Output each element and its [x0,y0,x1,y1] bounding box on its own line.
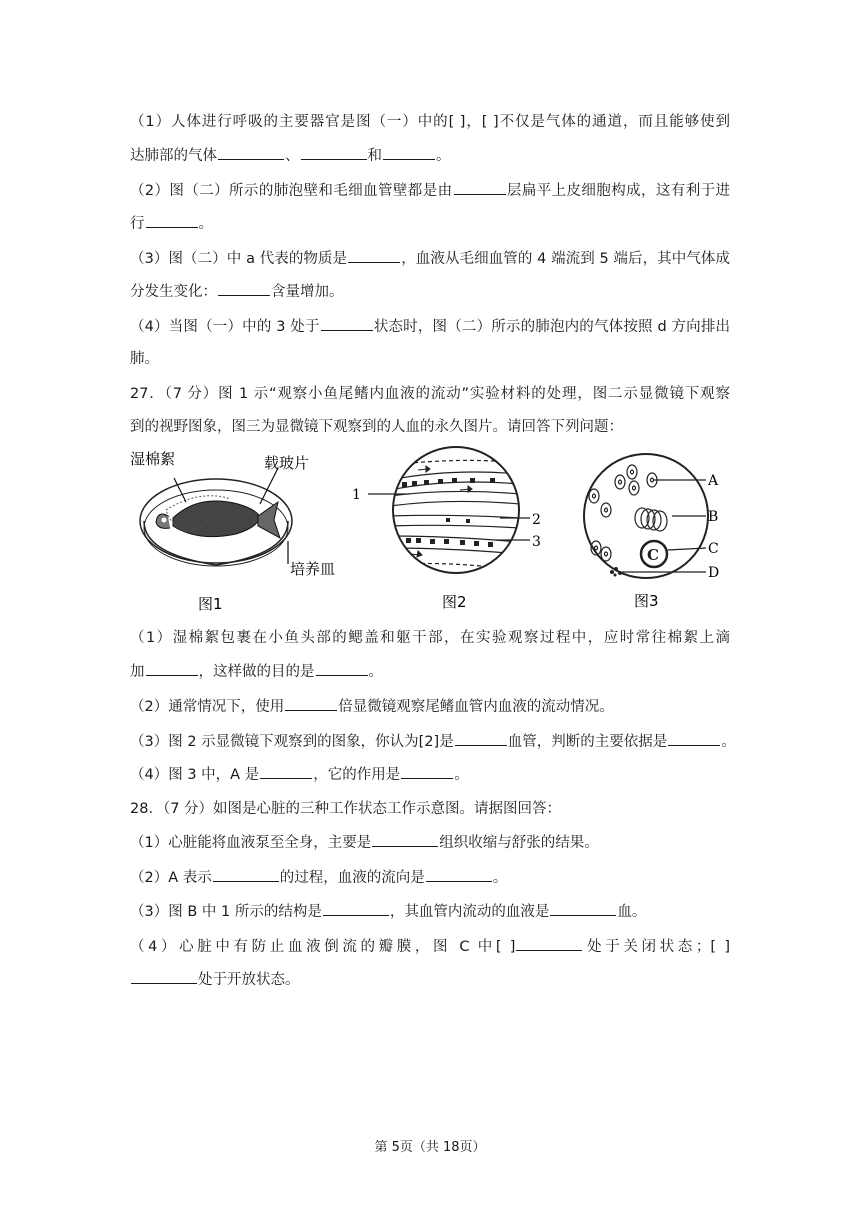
text: 。 [368,664,383,680]
text: 28．（7 分）如图是心脏的三种工作状态工作示意图。请据图回答： [130,801,562,817]
answer-blank[interactable] [146,213,198,228]
q26-part4-line2 [130,349,730,369]
q28-part4-line2 [130,969,730,990]
q28-part4-line1 [130,936,730,957]
text: 倍显微镜观察尾鳍血管内血液的流动情况。 [338,699,614,715]
text: 行 [130,216,145,232]
figure-1-petri-dish [128,446,336,616]
text: 组织收缩与舒张的结果。 [439,835,599,851]
q28-part1 [130,832,730,853]
q26-part4-line1 [130,316,730,337]
figure-3-caption: 图3 [634,592,659,610]
answer-blank[interactable] [426,867,492,882]
answer-blank[interactable] [146,661,198,676]
figure-2-caption: 图2 [442,593,467,611]
text: ，血液从毛细血管的 4 端流到 5 端后，其中气体成 [401,251,730,267]
page-footer: 第 5页（共 18页） [374,1140,486,1155]
text: 肺。 [130,351,159,367]
answer-blank[interactable] [131,969,197,984]
answer-blank[interactable] [213,867,279,882]
text: 、 [285,148,300,164]
text: （3）图（二）中 a 代表的物质是 [130,251,348,267]
answer-blank[interactable] [455,731,507,746]
answer-blank[interactable] [516,936,582,951]
q28-stem [130,799,730,819]
label-wet-cotton: 湿棉絮 [130,450,176,468]
q26-part1-line2 [130,145,730,166]
answer-blank[interactable] [401,764,453,779]
text: （3）图 2 示显微镜下观察到的图象，你认为[2]是 [130,734,454,750]
text: （1）心脏能将血液泵至全身，主要是 [130,835,372,851]
text: （2）通常情况下，使用 [130,699,285,715]
text: 。 [721,734,736,750]
text: （2）图（二）所示的肺泡壁和毛细血管壁都是由 [130,183,453,199]
answer-blank[interactable] [316,661,368,676]
figure-1-caption: 图1 [198,595,223,613]
figure-3-blood-smear [568,444,734,616]
q26-part3-line1 [130,248,730,269]
q27-part3 [130,731,736,752]
q27-part1-line2 [130,661,730,682]
text: 层扁平上皮细胞构成，这有利于进 [506,183,731,199]
q26-part3-line2 [130,281,730,302]
text: 分发生变化： [130,284,217,300]
q26-part1-line1 [130,112,730,132]
q27-part1-line1 [130,628,730,648]
q26-part2-line2 [130,213,730,234]
answer-blank[interactable] [668,731,720,746]
text: 27．（7 分）图 1 示“观察小鱼尾鳍内血液的流动”实验材料的处理，图二示显微镜下观察 [130,386,730,402]
answer-blank[interactable] [454,180,506,195]
label-2: 2 [532,512,541,528]
answer-blank[interactable] [260,764,312,779]
text: （3）图 B 中 1 所示的结构是 [130,904,322,920]
q27-stem-line1 [130,384,730,404]
text: 。 [492,870,508,886]
text: 血。 [617,904,647,920]
label-a: A [708,473,719,489]
text: （4）当图（一）中的 3 处于 [130,319,320,335]
text: 。 [198,216,213,232]
label-petri-dish: 培养皿 [290,560,336,578]
answer-blank[interactable] [323,901,389,916]
text: 到的视野图象，图三为显微镜下观察到的人血的永久图片。请回答下列问题： [130,419,623,435]
q26-part2-line1 [130,180,730,201]
text: 。 [436,148,451,164]
answer-blank[interactable] [372,832,438,847]
label-b: B [708,509,719,525]
label-d: D [708,565,720,581]
label-slide: 载玻片 [264,454,310,472]
wbc-glyph-c: C [647,546,659,564]
text: （2）A 表示 [130,870,212,886]
text: 处于关闭状态；[ ] [583,939,730,955]
text: 和 [367,148,382,164]
text: （4）心脏中有防止血液倒流的瓣膜，图 C 中[ ] [130,939,516,955]
text: 加 [130,664,145,680]
text: ，这样做的目的是 [198,664,315,680]
text: 处于开放状态。 [198,972,300,988]
figure-2-microscope-view [350,444,550,616]
text: ，其血管内流动的血液是 [389,904,550,920]
answer-blank[interactable] [348,248,400,263]
q28-part3 [130,901,730,922]
text: ，它的作用是 [313,767,401,783]
answer-blank[interactable] [218,145,284,160]
text: （4）图 3 中，A 是 [130,767,260,783]
text: 达肺部的气体 [130,148,217,164]
text: 血管，判断的主要依据是 [507,734,668,750]
answer-blank[interactable] [383,145,435,160]
label-3: 3 [532,534,541,550]
text: 状态时，图（二）所示的肺泡内的气体按照 d 方向排出 [373,319,731,335]
q27-stem-line2 [130,417,730,437]
label-c: C [708,541,719,557]
answer-blank[interactable] [321,316,373,331]
q27-part2 [130,696,730,717]
text: （1）人体进行呼吸的主要器官是图（一）中的[ ]，[ ]不仅是气体的通道，而且能够使到 [130,114,730,130]
q28-part2 [130,867,730,888]
answer-blank[interactable] [285,696,337,711]
q27-part4 [130,764,730,785]
answer-blank[interactable] [218,281,270,296]
text: 。 [454,767,469,783]
text: 的过程，血液的流向是 [279,870,425,886]
label-1: 1 [352,487,361,503]
answer-blank[interactable] [301,145,367,160]
text: 含量增加。 [271,284,344,300]
answer-blank[interactable] [550,901,616,916]
text: （1）湿棉絮包裹在小鱼头部的鳃盖和躯干部，在实验观察过程中，应时常往棉絮上滴 [130,630,730,646]
